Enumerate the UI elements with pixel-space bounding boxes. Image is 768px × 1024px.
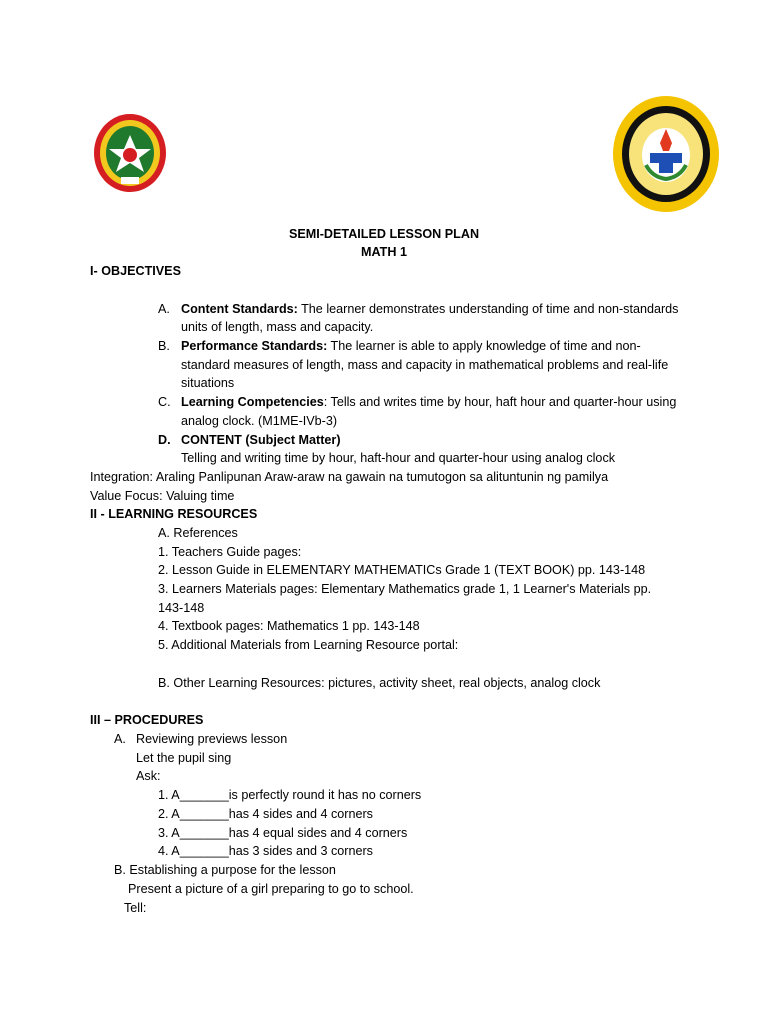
learning-resources-heading: II - LEARNING RESOURCES xyxy=(90,507,258,521)
objective-b-line2: standard measures of length, mass and capacity in mathematical problems and real-life xyxy=(181,358,669,372)
resource-item-3-cont: 143-148 xyxy=(158,601,205,615)
review-question-4: 4. A_______has 3 sides and 3 corners xyxy=(158,844,373,858)
objective-a-line1 xyxy=(181,300,678,318)
objective-a-line2: units of length, mass and capacity. xyxy=(181,320,374,334)
review-question-2: 2. A_______has 4 sides and 4 corners xyxy=(158,807,373,821)
resource-item-3: 3. Learners Materials pages: Elementary Mathematics grade 1, 1 Learner's Materials pp. xyxy=(158,582,652,596)
other-resources-item: B. Other Learning Resources: pictures, activity sheet, real objects, analog clock xyxy=(158,676,601,690)
resource-item-4: 4. Textbook pages: Mathematics 1 pp. 143-148 xyxy=(158,619,420,633)
central-school-seal xyxy=(612,95,720,213)
learning-competencies-label: Learning Competencies xyxy=(181,395,324,409)
procedure-a-text: Reviewing previews lesson xyxy=(136,732,288,746)
objective-a-marker: A. xyxy=(158,302,170,316)
performance-standards-label: Performance Standards: xyxy=(181,339,328,353)
performance-standards-text: The learner is able to apply knowledge of time and non- xyxy=(327,339,641,353)
barmm-ministry-seal xyxy=(93,113,167,193)
objective-c-line1 xyxy=(181,393,676,411)
review-question-1: 1. A_______is perfectly round it has no corners xyxy=(158,788,422,802)
sing-instruction: Let the pupil sing xyxy=(136,751,232,765)
procedure-a-marker: A. xyxy=(114,732,126,746)
objective-b-line3: situations xyxy=(181,376,235,390)
objective-b-marker: B. xyxy=(158,339,170,353)
review-question-3: 3. A_______has 4 equal sides and 4 corners xyxy=(158,826,408,840)
content-standards-label: Content Standards: xyxy=(181,302,298,316)
subject-title: MATH 1 xyxy=(361,245,407,259)
procedure-b-text: B. Establishing a purpose for the lesson xyxy=(114,863,336,877)
references-item: A. References xyxy=(158,526,238,540)
integration-line: Integration: Araling Panlipunan Araw-araw na gawain na tumutogon sa alituntunin ng pamilya xyxy=(90,470,609,484)
present-picture-instruction: Present a picture of a girl preparing to go to school. xyxy=(128,882,414,896)
tell-label: Tell: xyxy=(124,901,147,915)
value-focus-line: Value Focus: Valuing time xyxy=(90,489,235,503)
objective-d-marker: D. xyxy=(158,433,171,447)
learning-competencies-text: : Tells and writes time by hour, haft hour and quarter-hour using xyxy=(323,395,677,409)
objective-c-line2: analog clock. (M1ME-IVb-3) xyxy=(181,414,338,428)
content-subject-matter-label: CONTENT (Subject Matter) xyxy=(181,433,341,447)
objective-c-marker: C. xyxy=(158,395,171,409)
resource-item-1: 1. Teachers Guide pages: xyxy=(158,545,302,559)
procedures-heading: III – PROCEDURES xyxy=(90,713,204,727)
content-subject-matter-text: Telling and writing time by hour, haft-hour and quarter-hour using analog clock xyxy=(181,451,616,465)
content-standards-text: The learner demonstrates understanding of time and non-standards xyxy=(297,302,679,316)
resource-item-2: 2. Lesson Guide in ELEMENTARY MATHEMATICs Grade 1 (TEXT BOOK) pp. 143-148 xyxy=(158,563,646,577)
ask-label: Ask: xyxy=(136,769,161,783)
objectives-heading: I- OBJECTIVES xyxy=(90,264,181,278)
resource-item-5: 5. Additional Materials from Learning Resource portal: xyxy=(158,638,459,652)
lesson-plan-title: SEMI-DETAILED LESSON PLAN xyxy=(288,227,480,241)
objective-b-line1 xyxy=(181,337,641,355)
